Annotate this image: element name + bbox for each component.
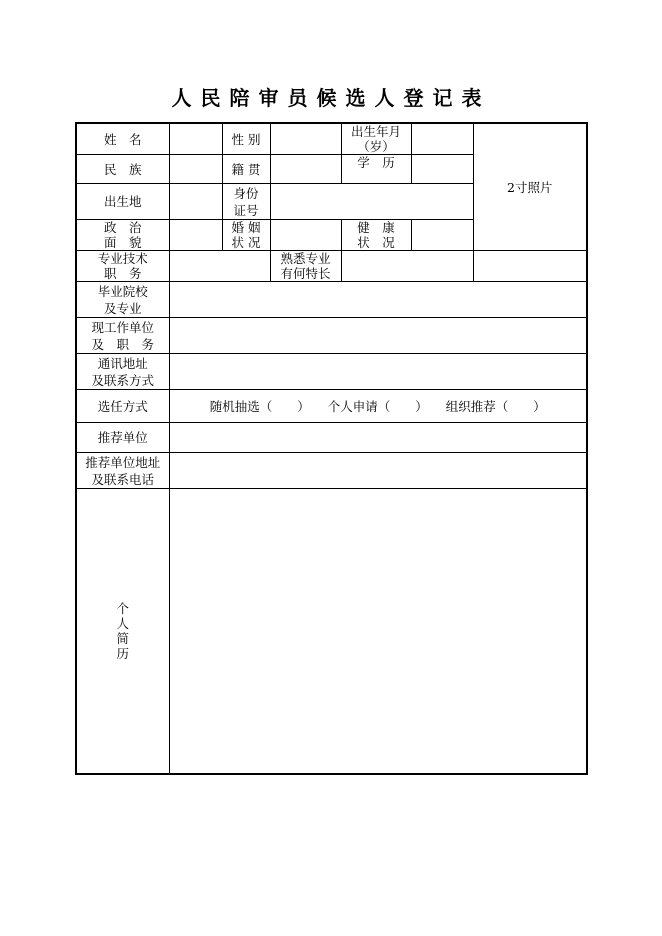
label-political-status	[76, 220, 169, 251]
label-native-place: 籍 贯	[222, 155, 270, 184]
label-birth-date-line1: 出生年月	[350, 124, 401, 139]
label-education: 学 历	[341, 155, 411, 184]
field-specialty[interactable]	[341, 251, 473, 282]
selection-method-options	[169, 390, 587, 423]
label-contact	[76, 354, 169, 390]
resume-char-1: 个	[116, 601, 129, 616]
label-rec-addr-line1: 推荐单位地址	[85, 454, 161, 470]
label-tech-line1: 专业技术	[97, 251, 148, 266]
label-specialty-line1: 熟悉专业	[280, 251, 331, 266]
label-name: 姓 名	[76, 123, 169, 155]
label-contact-line1: 通讯地址	[97, 355, 148, 371]
field-native-place[interactable]	[270, 155, 341, 184]
label-health-line1: 健 康	[357, 220, 395, 235]
option-personal-application[interactable]: 个人申请（ ）	[327, 398, 428, 414]
field-recommender[interactable]	[169, 423, 587, 453]
label-school	[76, 282, 169, 318]
field-personal-resume[interactable]	[169, 489, 587, 775]
field-work-unit[interactable]	[169, 318, 587, 354]
label-political-line2: 面 貌	[103, 235, 142, 250]
label-ethnicity: 民 族	[76, 155, 169, 184]
field-education[interactable]	[411, 155, 473, 184]
field-tech-title[interactable]	[169, 251, 270, 282]
field-political-status[interactable]	[169, 220, 222, 251]
label-marital-line1: 婚 姻	[231, 220, 261, 235]
option-random-selection[interactable]: 随机抽选（ ）	[209, 398, 310, 414]
field-ethnicity[interactable]	[169, 155, 222, 184]
label-birth-date-line2: （岁）	[357, 139, 395, 154]
field-contact[interactable]	[169, 354, 587, 390]
label-birthplace: 出生地	[76, 184, 169, 220]
label-contact-line2: 及联系方式	[91, 372, 154, 388]
field-marital-status[interactable]	[270, 220, 341, 251]
label-id-number	[222, 184, 270, 220]
resume-char-3: 简	[116, 631, 129, 646]
label-birth-date	[341, 123, 411, 155]
label-health	[341, 220, 411, 251]
label-personal-resume	[76, 489, 169, 775]
label-specialty-line2: 有何特长	[280, 266, 331, 281]
label-school-line1: 毕业院校	[97, 283, 148, 299]
photo-box[interactable]: 2寸照片	[473, 123, 587, 251]
field-recommender-address[interactable]	[169, 453, 587, 489]
label-id-number-line2: 证号	[233, 202, 259, 218]
label-gender: 性 别	[222, 123, 270, 155]
resume-char-2: 人	[116, 616, 129, 631]
label-specialty	[270, 251, 341, 282]
label-id-number-line1: 身份	[233, 185, 259, 201]
label-marital-line2: 状 况	[231, 235, 261, 250]
field-id-number[interactable]	[270, 184, 473, 220]
field-birth-date[interactable]	[411, 123, 473, 155]
label-tech-title	[76, 251, 169, 282]
label-work-unit	[76, 318, 169, 354]
label-marital-status	[222, 220, 270, 251]
label-work-line2: 及 职 务	[91, 336, 154, 352]
label-recommender: 推荐单位	[76, 423, 169, 453]
field-gender[interactable]	[270, 123, 341, 155]
field-name[interactable]	[169, 123, 222, 155]
label-rec-addr-line2: 及联系电话	[91, 471, 154, 487]
resume-char-4: 历	[116, 646, 129, 661]
form-title: 人民陪审员候选人登记表	[171, 86, 491, 110]
registration-form-table	[75, 122, 588, 775]
label-political-line1: 政 治	[103, 220, 142, 235]
label-health-line2: 状 况	[357, 235, 395, 250]
label-recommender-address	[76, 453, 169, 489]
option-organization-recommendation[interactable]: 组织推荐（ ）	[445, 398, 546, 414]
label-work-line1: 现工作单位	[91, 319, 154, 335]
field-school[interactable]	[169, 282, 587, 318]
label-selection-method: 选任方式	[76, 390, 169, 423]
label-tech-line2: 职 务	[103, 266, 142, 281]
field-birthplace[interactable]	[169, 184, 222, 220]
label-school-line2: 及专业	[103, 300, 142, 316]
field-health[interactable]	[411, 220, 473, 251]
